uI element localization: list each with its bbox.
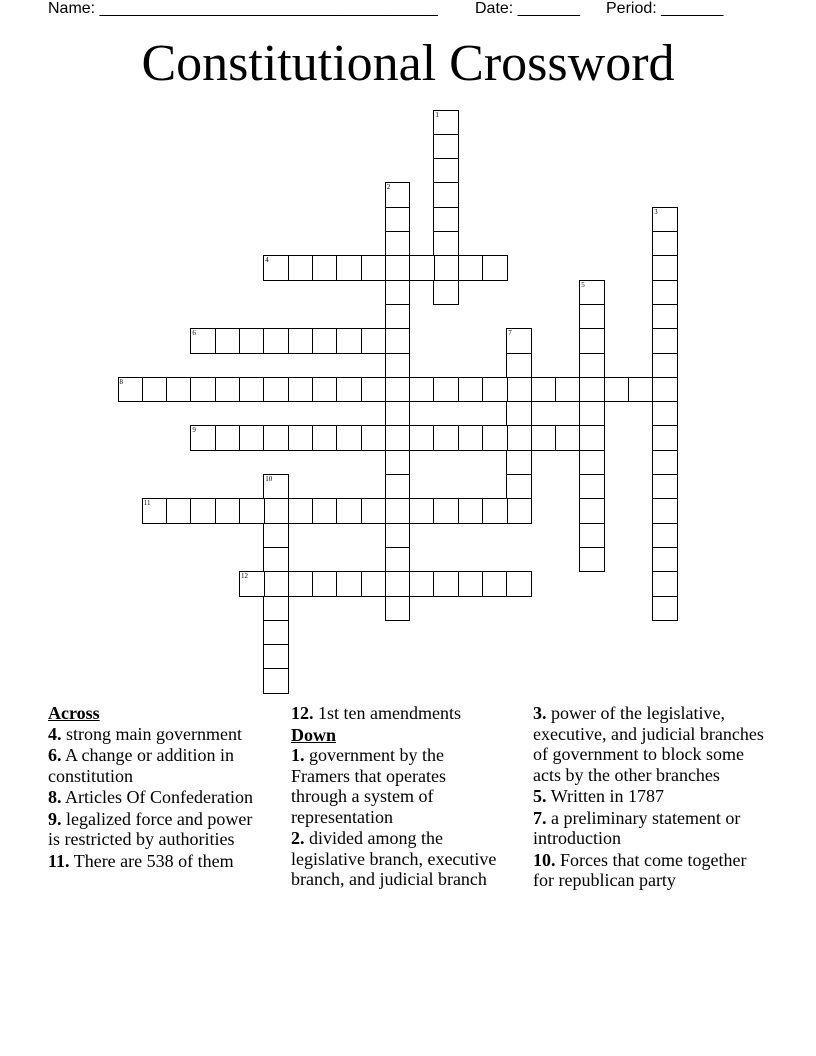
crossword-cell[interactable] — [288, 377, 314, 403]
crossword-cell[interactable] — [263, 328, 289, 354]
clue-number-label: 9 — [192, 426, 196, 435]
clues-column-2 — [291, 703, 506, 891]
crossword-cell[interactable] — [579, 523, 605, 549]
crossword-cell[interactable] — [312, 571, 338, 597]
crossword-cell[interactable] — [409, 498, 435, 524]
crossword-cell[interactable] — [531, 425, 557, 451]
crossword-cell[interactable] — [506, 474, 532, 500]
crossword-cell[interactable] — [336, 255, 362, 281]
crossword-cell[interactable] — [385, 304, 411, 330]
clue-down-10: 10. Forces that come together for republican party — [533, 849, 747, 890]
clue-down-2: 2. divided among the legislative branch, executive branch, and judicial branch — [291, 828, 497, 889]
crossword-cell[interactable] — [433, 498, 459, 524]
crossword-cell[interactable] — [628, 377, 654, 403]
crossword-cell[interactable] — [239, 498, 265, 524]
crossword-cell[interactable] — [336, 377, 362, 403]
crossword-cell[interactable] — [263, 377, 289, 403]
crossword-cell[interactable] — [361, 377, 387, 403]
crossword-cell[interactable] — [409, 255, 435, 281]
clue-number-label: 7 — [508, 329, 512, 338]
crossword-cell[interactable] — [458, 425, 484, 451]
clues-column-3 — [533, 703, 768, 892]
crossword-cell[interactable] — [506, 328, 532, 354]
crossword-cell[interactable] — [190, 377, 216, 403]
crossword-cell[interactable] — [385, 231, 411, 257]
crossword-cell[interactable] — [361, 255, 387, 281]
crossword-cell[interactable] — [482, 498, 508, 524]
crossword-cell[interactable] — [361, 571, 387, 597]
crossword-cell[interactable] — [288, 498, 314, 524]
name-field[interactable]: Name: ______________________________________ — [48, 0, 438, 17]
crossword-cell[interactable] — [385, 207, 411, 233]
crossword-cell[interactable] — [652, 425, 678, 451]
crossword-cell[interactable] — [385, 328, 411, 354]
crossword-cell[interactable] — [263, 596, 289, 622]
crossword-cell[interactable] — [263, 571, 289, 597]
crossword-cell[interactable] — [579, 304, 605, 330]
clues-column-1 — [48, 703, 263, 872]
crossword-cell[interactable] — [215, 377, 241, 403]
crossword-cell[interactable] — [604, 377, 630, 403]
crossword-cell[interactable] — [288, 425, 314, 451]
clue-across-11: 11. There are 538 of them — [48, 850, 234, 871]
crossword-cell[interactable] — [652, 280, 678, 306]
crossword-cell[interactable] — [215, 498, 241, 524]
crossword-cell[interactable] — [118, 377, 144, 403]
across-heading: Across — [48, 703, 100, 723]
crossword-cell[interactable] — [190, 498, 216, 524]
crossword-cell[interactable] — [312, 425, 338, 451]
crossword-cell[interactable] — [652, 255, 678, 281]
clue-across-9: 9. legalized force and power is restricted by authorities — [48, 808, 253, 849]
crossword-cell[interactable] — [652, 207, 678, 233]
clue-number-label: 4 — [265, 256, 269, 265]
crossword-cell[interactable] — [288, 328, 314, 354]
crossword-cell[interactable] — [579, 328, 605, 354]
crossword-cell[interactable] — [458, 571, 484, 597]
crossword-cell[interactable] — [385, 182, 411, 208]
crossword-cell[interactable] — [433, 207, 459, 233]
crossword-cell[interactable] — [652, 498, 678, 524]
crossword-cell[interactable] — [385, 547, 411, 573]
crossword-cell[interactable] — [288, 571, 314, 597]
crossword-cell[interactable] — [263, 547, 289, 573]
crossword-cell[interactable] — [142, 377, 168, 403]
crossword-cell[interactable] — [652, 231, 678, 257]
crossword-cell[interactable] — [652, 304, 678, 330]
crossword-cell[interactable] — [482, 425, 508, 451]
crossword-cell[interactable] — [385, 474, 411, 500]
crossword-cell[interactable] — [433, 571, 459, 597]
crossword-cell[interactable] — [409, 377, 435, 403]
crossword-cell[interactable] — [263, 425, 289, 451]
crossword-cell[interactable] — [555, 425, 581, 451]
crossword-cell[interactable] — [652, 401, 678, 427]
crossword-cell[interactable] — [433, 377, 459, 403]
clue-number-label: 8 — [119, 377, 123, 386]
crossword-cell[interactable] — [190, 328, 216, 354]
crossword-cell[interactable] — [458, 255, 484, 281]
crossword-cell[interactable] — [433, 425, 459, 451]
crossword-cell[interactable] — [336, 571, 362, 597]
crossword-cell[interactable] — [652, 547, 678, 573]
clue-across-8: 8. Articles Of Confederation — [48, 787, 253, 807]
crossword-cell[interactable] — [385, 401, 411, 427]
crossword-cell[interactable] — [312, 255, 338, 281]
crossword-cell[interactable] — [288, 255, 314, 281]
crossword-cell[interactable] — [239, 377, 265, 403]
crossword-cell[interactable] — [166, 498, 192, 524]
crossword-cell[interactable] — [263, 255, 289, 281]
crossword-cell[interactable] — [506, 401, 532, 427]
crossword-cell[interactable] — [482, 255, 508, 281]
crossword-cell[interactable] — [239, 571, 265, 597]
crossword-cell[interactable] — [531, 377, 557, 403]
crossword-cell[interactable] — [555, 377, 581, 403]
crossword-cell[interactable] — [458, 377, 484, 403]
crossword-cell[interactable] — [506, 498, 532, 524]
crossword-cell[interactable] — [433, 280, 459, 306]
clue-number-label: 2 — [386, 183, 391, 192]
clue-number-label: 12 — [241, 572, 248, 581]
clue-number-label: 6 — [192, 329, 196, 338]
crossword-cell[interactable] — [409, 571, 435, 597]
crossword-cell[interactable] — [385, 255, 411, 281]
clue-down-1: 1. government by the Framers that operates through a system of representation — [291, 745, 446, 827]
crossword-cell[interactable] — [433, 231, 459, 257]
date-field[interactable]: Date: _______ — [475, 0, 580, 17]
crossword-cell[interactable] — [433, 182, 459, 208]
crossword-cell[interactable] — [652, 523, 678, 549]
crossword-cell[interactable] — [433, 134, 459, 160]
crossword-cell[interactable] — [385, 450, 411, 476]
crossword-cell[interactable] — [385, 280, 411, 306]
crossword-cell[interactable] — [652, 377, 678, 403]
page-title: Constitutional Crossword — [141, 35, 675, 92]
crossword-cell[interactable] — [215, 425, 241, 451]
crossword-cell[interactable] — [652, 353, 678, 379]
clue-number-label: 1 — [435, 110, 439, 119]
crossword-cell[interactable] — [361, 425, 387, 451]
crossword-cell[interactable] — [385, 596, 411, 622]
crossword-cell[interactable] — [482, 571, 508, 597]
crossword-cell[interactable] — [361, 498, 387, 524]
clue-down-7: 7. a preliminary statement or introduction — [533, 807, 741, 848]
crossword-cell[interactable] — [579, 498, 605, 524]
crossword-cell[interactable] — [579, 547, 605, 573]
clue-number-label: 10 — [265, 475, 273, 483]
crossword-cell[interactable] — [385, 571, 411, 597]
crossword-cell[interactable] — [263, 668, 289, 694]
crossword-cell[interactable] — [652, 596, 678, 622]
crossword-cell[interactable] — [190, 425, 216, 451]
crossword-cell[interactable] — [433, 110, 459, 136]
clue-across-4: 4. strong main government — [48, 723, 242, 744]
crossword-cell[interactable] — [579, 280, 605, 306]
crossword-cell[interactable] — [239, 425, 265, 451]
crossword-cell[interactable] — [579, 401, 605, 427]
crossword-cell[interactable] — [312, 498, 338, 524]
clue-down-3: 3. power of the legislative, executive, and judicial branches of government to block some acts by the other branches — [533, 703, 764, 785]
crossword-cell[interactable] — [652, 474, 678, 500]
crossword-cell[interactable] — [336, 425, 362, 451]
crossword-cell[interactable] — [579, 353, 605, 379]
clue-down-5: 5. Written in 1787 — [533, 786, 664, 806]
crossword-cell[interactable] — [506, 450, 532, 476]
crossword-cell[interactable] — [263, 620, 289, 646]
crossword-cell[interactable] — [239, 328, 265, 354]
crossword-cell[interactable] — [506, 377, 532, 403]
crossword-cell[interactable] — [433, 255, 459, 281]
clue-across-6: 6. A change or addition in constitution — [48, 745, 234, 786]
crossword-cell[interactable] — [336, 328, 362, 354]
crossword-cell[interactable] — [263, 474, 289, 500]
crossword-cell[interactable] — [263, 523, 289, 549]
crossword-cell[interactable] — [142, 498, 168, 524]
crossword-cell[interactable] — [263, 498, 289, 524]
crossword-cell[interactable] — [652, 328, 678, 354]
crossword-cell[interactable] — [579, 474, 605, 500]
crossword-cell[interactable] — [579, 425, 605, 451]
crossword-cell[interactable] — [409, 425, 435, 451]
crossword-cell[interactable] — [385, 425, 411, 451]
clue-number-label: 3 — [654, 207, 658, 216]
crossword-cell[interactable] — [361, 328, 387, 354]
crossword-cell[interactable] — [482, 377, 508, 403]
crossword-cell[interactable] — [336, 498, 362, 524]
clue-across-12: 12. 1st ten amendments — [291, 703, 461, 723]
crossword-cell[interactable] — [579, 450, 605, 476]
crossword-cell[interactable] — [652, 450, 678, 476]
crossword-cell[interactable] — [506, 425, 532, 451]
crossword-cell[interactable] — [652, 571, 678, 597]
period-field[interactable]: Period: _______ — [606, 0, 724, 17]
crossword-cell[interactable] — [312, 328, 338, 354]
crossword-cell[interactable] — [506, 571, 532, 597]
crossword-cell[interactable] — [263, 644, 289, 670]
crossword-cell[interactable] — [458, 498, 484, 524]
crossword-cell[interactable] — [215, 328, 241, 354]
crossword-cell[interactable] — [433, 158, 459, 184]
clue-number-label: 5 — [581, 280, 585, 289]
crossword-cell[interactable] — [579, 377, 605, 403]
crossword-cell[interactable] — [385, 377, 411, 403]
crossword-cell[interactable] — [385, 498, 411, 524]
crossword-cell[interactable] — [166, 377, 192, 403]
crossword-cell[interactable] — [506, 353, 532, 379]
down-heading: Down — [291, 724, 337, 745]
crossword-cell[interactable] — [312, 377, 338, 403]
clue-number-label: 11 — [143, 499, 151, 508]
crossword-cell[interactable] — [385, 353, 411, 379]
crossword-cell[interactable] — [385, 523, 411, 549]
